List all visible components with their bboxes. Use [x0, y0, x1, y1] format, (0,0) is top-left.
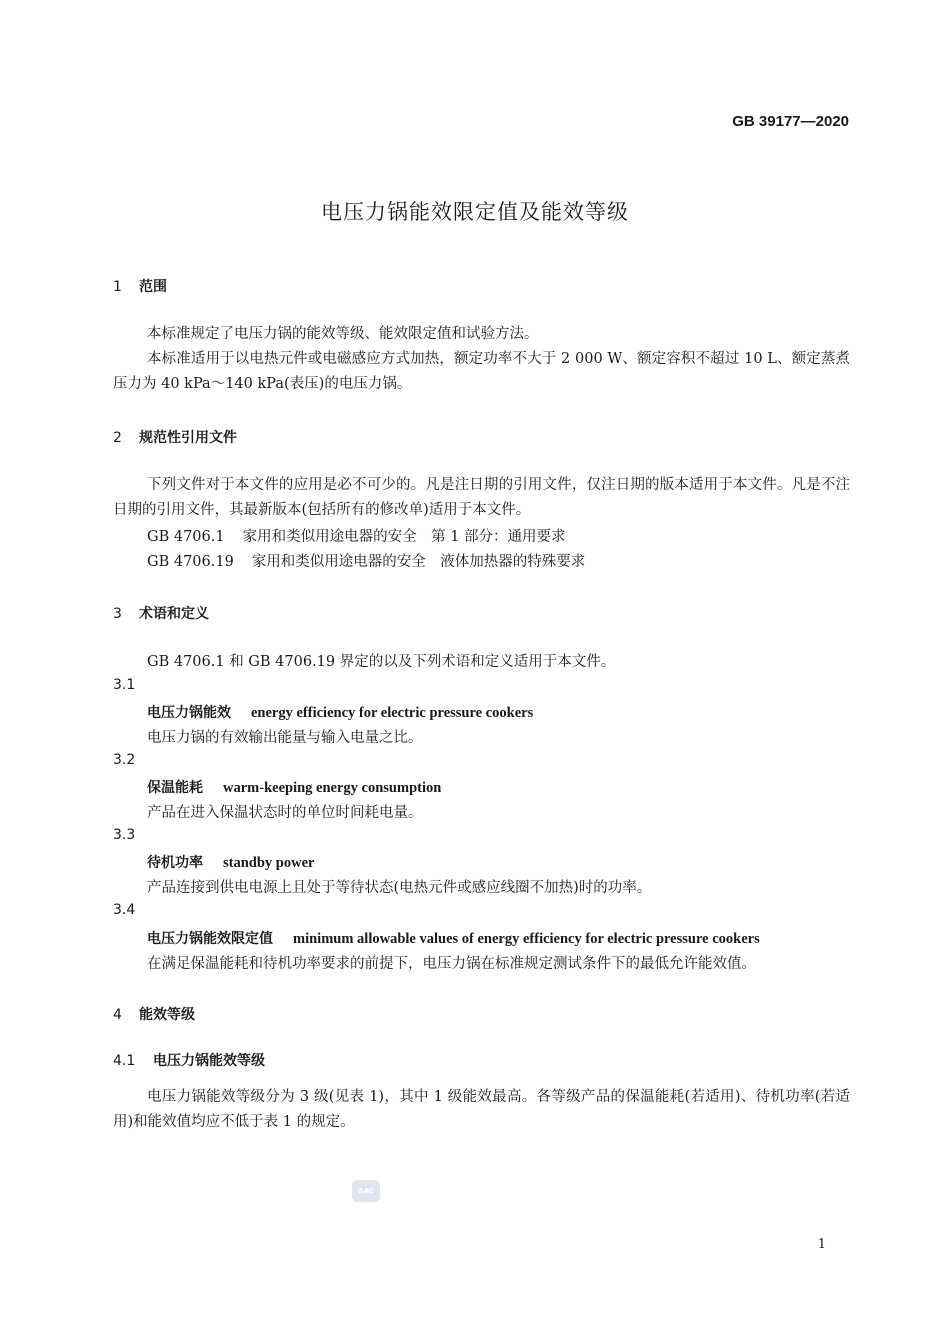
reference-code: GB 4706.19	[147, 554, 234, 570]
term-heading	[147, 928, 760, 948]
term-heading	[147, 702, 533, 722]
term-number: 3.3	[113, 827, 136, 843]
section-number: 2	[113, 430, 122, 446]
section-number: 1	[113, 279, 122, 295]
term-definition: 产品连接到供电电源上且处于等待状态(电热元件或感应线圈不加热)时的功率。	[147, 880, 652, 896]
term-definition: 产品在进入保温状态时的单位时间耗电量。	[147, 805, 423, 821]
subsection-4-1-heading	[113, 1050, 265, 1070]
standard-number: GB 39177—2020	[732, 113, 849, 130]
section-3-heading	[113, 603, 209, 623]
section-number: 4	[113, 1007, 122, 1023]
document-title: 电压力锅能效限定值及能效等级	[321, 200, 629, 224]
section-title: 术语和定义	[139, 606, 209, 622]
term-en: energy efficiency for electric pressure cookers	[251, 705, 534, 721]
term-heading	[147, 852, 314, 872]
term-en: minimum allowable values of energy efficiency for electric pressure cookers	[293, 931, 760, 947]
section-title: 范围	[139, 279, 167, 295]
term-number: 3.2	[113, 752, 136, 768]
term-definition: 电压力锅的有效输出能量与输入电量之比。	[147, 730, 423, 746]
term-number: 3.4	[113, 902, 136, 918]
section-3-intro: GB 4706.1 和 GB 4706.19 界定的以及下列术语和定义适用于本文件。	[147, 654, 616, 670]
term-zh: 电压力锅能效限定值	[147, 931, 273, 947]
term-en: standby power	[223, 855, 315, 871]
page-number: 1	[817, 1237, 826, 1252]
term-zh: 待机功率	[147, 855, 203, 871]
section-title: 能效等级	[139, 1007, 195, 1023]
normative-reference	[147, 550, 585, 571]
reference-title: 家用和类似用途电器的安全 第 1 部分：通用要求	[242, 529, 566, 545]
term-zh: 电压力锅能效	[147, 705, 231, 721]
section-number: 3	[113, 606, 122, 622]
sac-watermark-logo: SAC	[352, 1180, 380, 1202]
normative-reference	[147, 525, 566, 546]
term-heading	[147, 777, 441, 797]
section-4-heading	[113, 1004, 195, 1024]
section-1-heading	[113, 276, 167, 296]
reference-code: GB 4706.1	[147, 529, 225, 545]
subsection-title: 电压力锅能效等级	[153, 1053, 265, 1069]
section-title: 规范性引用文件	[139, 430, 237, 446]
section-2-heading	[113, 427, 237, 447]
subsection-number: 4.1	[113, 1053, 136, 1069]
section-1-para-2: 本标准适用于以电热元件或电磁感应方式加热，额定功率不大于 2 000 W、额定容积不超过 10 L、额定蒸煮压力为 40 kPa～140 kPa(表压)的电压力锅。	[113, 351, 850, 392]
term-en: warm-keeping energy consumption	[223, 780, 442, 796]
section-1-para-1: 本标准规定了电压力锅的能效等级、能效限定值和试验方法。	[147, 326, 539, 342]
term-number: 3.1	[113, 677, 136, 693]
reference-title: 家用和类似用途电器的安全 液体加热器的特殊要求	[251, 554, 586, 570]
term-definition: 在满足保温能耗和待机功率要求的前提下，电压力锅在标准规定测试条件下的最低允许能效值。	[147, 956, 756, 972]
section-2-para-1: 下列文件对于本文件的应用是必不可少的。凡是注日期的引用文件，仅注日期的版本适用于本文件。凡是不注日期的引用文件，其最新版本(包括所有的修改单)适用于本文件。	[113, 477, 850, 518]
term-zh: 保温能耗	[147, 780, 203, 796]
section-4-para-1: 电压力锅能效等级分为 3 级(见表 1)，其中 1 级能效最高。各等级产品的保温能耗(若适用)、待机功率(若适用)和能效值均应不低于表 1 的规定。	[113, 1089, 850, 1130]
